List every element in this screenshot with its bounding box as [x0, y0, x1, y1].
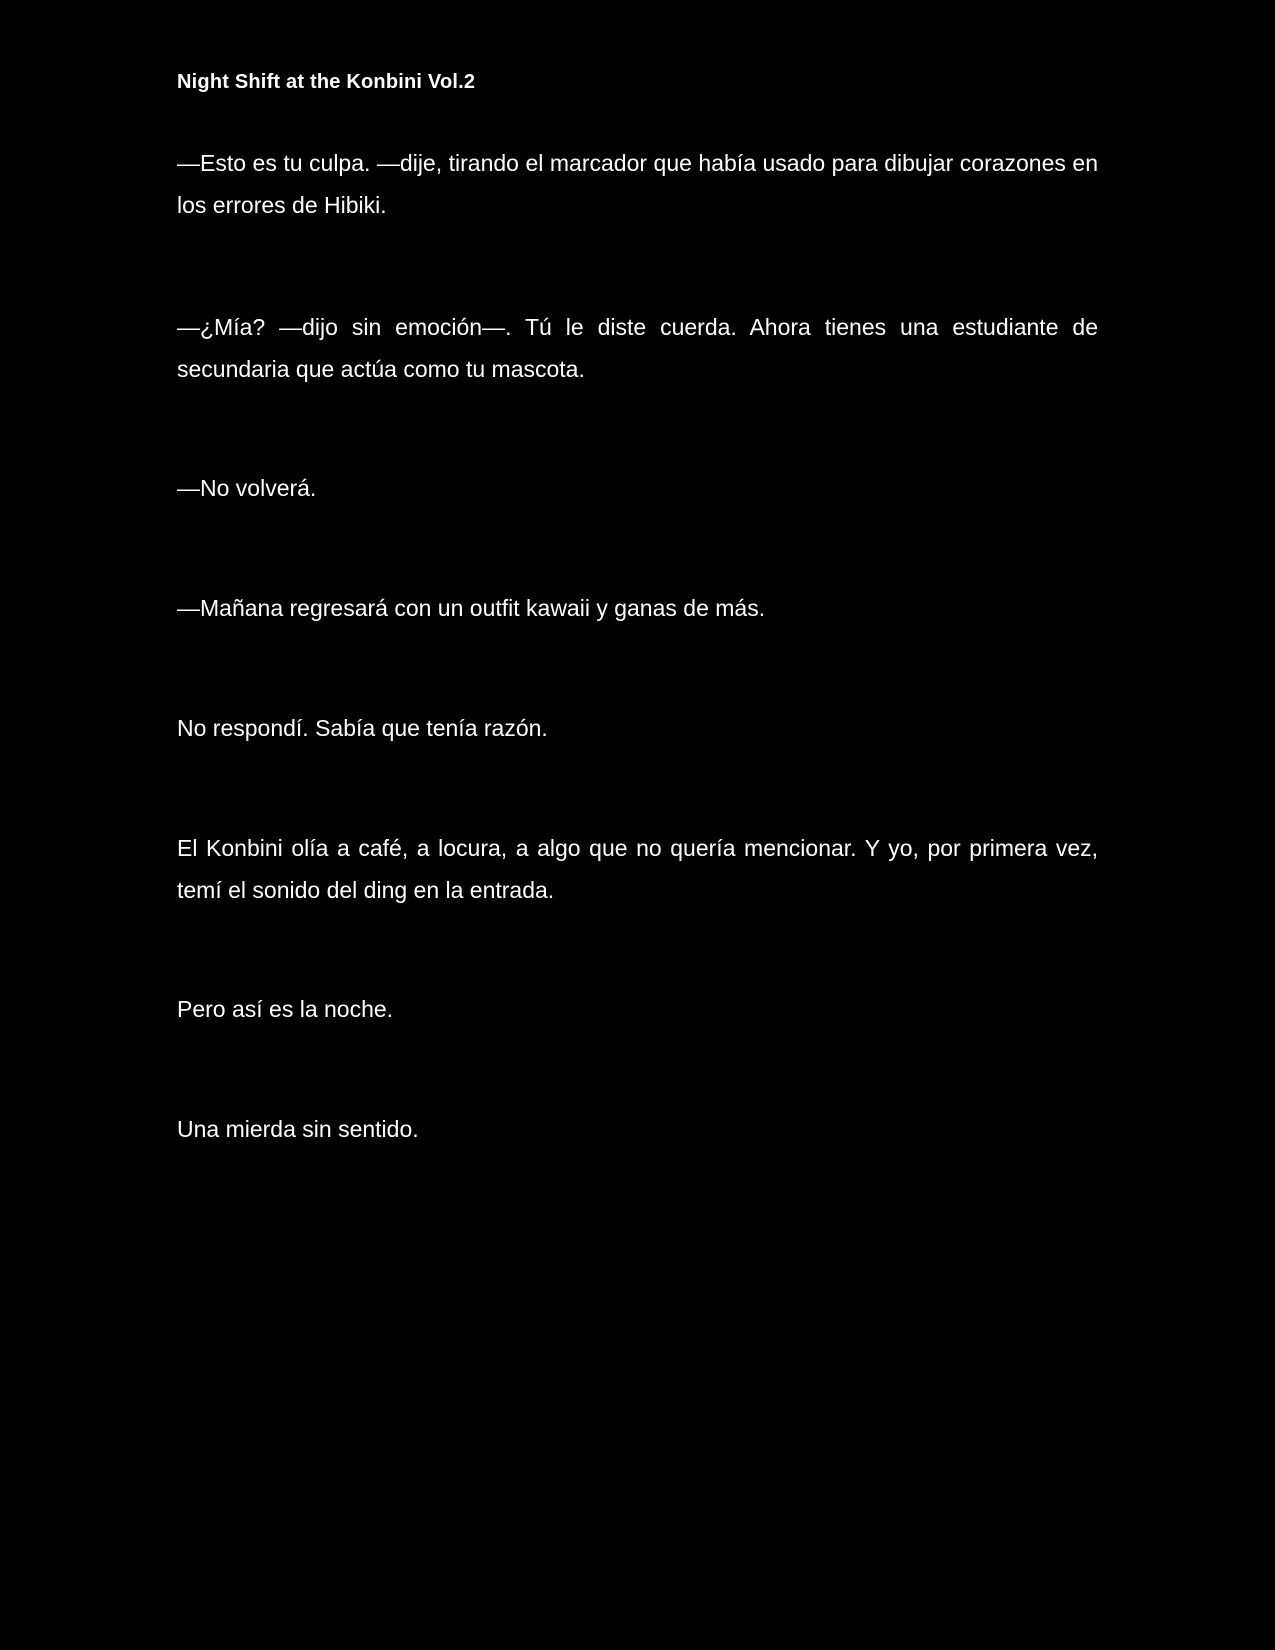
paragraph: Una mierda sin sentido. [177, 1116, 419, 1142]
paragraph: El Konbini olía a café, a locura, a algo que no quería mencionar. Y yo, por primera vez, temí el sonido del ding en la entrada. [177, 835, 1098, 903]
paragraph: —Mañana regresará con un outfit kawaii y ganas de más. [177, 595, 766, 621]
paragraph: —No volverá. [177, 475, 317, 501]
document-page [177, 0, 1098, 1650]
paragraph: —Esto es tu culpa. —dije, tirando el marcador que había usado para dibujar corazones en los errores de Hibiki. [177, 150, 1098, 218]
running-header: Night Shift at the Konbini Vol.2 [177, 71, 476, 93]
paragraph: Pero así es la noche. [177, 996, 394, 1022]
paragraph: —¿Mía? —dijo sin emoción—. Tú le diste cuerda. Ahora tienes una estudiante de secundaria que actúa como tu mascota. [177, 314, 1098, 382]
paragraph: No respondí. Sabía que tenía razón. [177, 715, 548, 741]
